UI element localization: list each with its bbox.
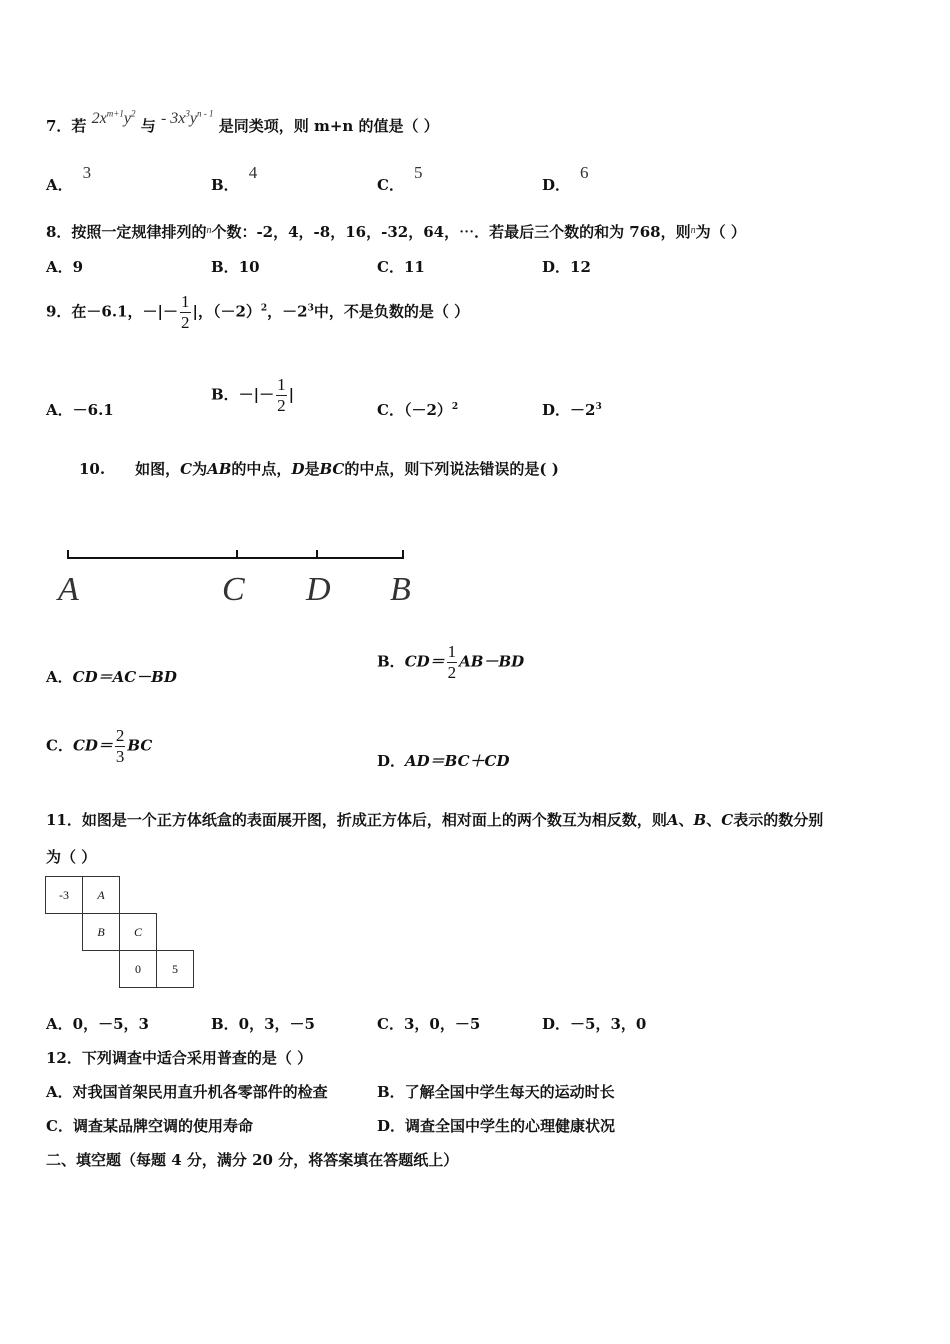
q7-stem: 7．若 $2x^{m+1}y^2$ 与 - $3x^3y^{n - 1}$ 是同类项，则 m+n 的值是（ ） bbox=[46, 108, 439, 135]
q7-option-d[interactable]: D．6 bbox=[542, 163, 589, 194]
label-c: C bbox=[222, 571, 245, 608]
q11-option-c[interactable]: C．3，0，－5 bbox=[377, 1015, 481, 1033]
net-cell-neg3: -3 bbox=[46, 877, 83, 914]
q12-option-d[interactable]: D．调查全国中学生的心理健康状况 bbox=[377, 1117, 616, 1135]
q12-option-b[interactable]: B．了解全国中学生每天的运动时长 bbox=[377, 1083, 615, 1101]
q9-option-c[interactable]: C．$(-2)^2$ bbox=[377, 401, 459, 419]
q10-option-b[interactable]: B．CD＝ $\frac{1}{2}$ AB－BD bbox=[377, 642, 525, 682]
q9-option-d[interactable]: D．$-2^3$ bbox=[542, 401, 602, 419]
q8-option-c[interactable]: C．11 bbox=[377, 258, 425, 276]
q7-option-a[interactable]: A．3 bbox=[46, 163, 92, 194]
q7-term2: - $3x^3y^{n - 1}$ bbox=[160, 108, 214, 127]
q10-option-a[interactable]: A．CD＝AC－BD bbox=[46, 668, 177, 686]
q8-option-d[interactable]: D．12 bbox=[542, 258, 591, 276]
q10-stem: 10. 如图，C为AB的中点，D是BC的中点，则下列说法错误的是( ) bbox=[79, 460, 559, 478]
q11-stem-line2: 为（ ） bbox=[46, 848, 97, 866]
q10-option-c[interactable]: C．CD＝ $\frac{2}{3}$ BC bbox=[46, 726, 153, 766]
q8-option-b[interactable]: B．10 bbox=[211, 258, 260, 276]
q8-stem: 8．按照一定规律排列的$^n$个数：-2，4，-8，16，-32，64，⋯．若最后三个数的和为 768，则$^n$为（ ） bbox=[46, 223, 746, 241]
net-cell-a: A bbox=[83, 877, 120, 914]
label-d: D bbox=[306, 571, 331, 608]
label-a: A bbox=[58, 571, 79, 608]
q11-option-d[interactable]: D．－5，3，0 bbox=[542, 1015, 647, 1033]
q8-option-a[interactable]: A．9 bbox=[46, 258, 84, 276]
section-heading: 二、填空题（每题 4 分，满分 20 分，将答案填在答题纸上） bbox=[46, 1151, 459, 1169]
net-cell-c: C bbox=[120, 914, 157, 951]
q7-option-c[interactable]: C．5 bbox=[377, 163, 423, 194]
q7-term1: $2x^{m+1}y^2$ bbox=[91, 108, 136, 127]
q9-fraction: $\frac{1}{2}$ bbox=[181, 292, 190, 332]
segment-figure bbox=[50, 540, 430, 615]
q9-option-a[interactable]: A．－6.1 bbox=[46, 401, 114, 419]
q9-stem: 9．在－6.1，－|－ $\frac{1}{2}$ |，$(-2)^2$，$-2^3$中，不是负数的是（ ） bbox=[46, 292, 470, 332]
q9-option-b[interactable]: B．－|－ $\frac{1}{2}$ | bbox=[211, 375, 295, 415]
q12-option-c[interactable]: C．调查某品牌空调的使用寿命 bbox=[46, 1117, 253, 1135]
net-cell-b: B bbox=[83, 914, 120, 951]
q11-option-b[interactable]: B．0，3，－5 bbox=[211, 1015, 315, 1033]
label-b: B bbox=[390, 571, 411, 608]
cube-net bbox=[45, 876, 194, 988]
q7-option-b[interactable]: B．4 bbox=[211, 163, 258, 194]
q12-option-a[interactable]: A．对我国首架民用直升机各零部件的检查 bbox=[46, 1083, 328, 1101]
q12-stem: 12．下列调查中适合采用普查的是（ ） bbox=[46, 1049, 313, 1067]
q10-option-d[interactable]: D．AD＝BC＋CD bbox=[377, 752, 510, 770]
net-cell-0: 0 bbox=[120, 951, 157, 988]
q11-option-a[interactable]: A．0，－5，3 bbox=[46, 1015, 149, 1033]
net-cell-5: 5 bbox=[157, 951, 194, 988]
q11-stem-line1: 11．如图是一个正方体纸盒的表面展开图，折成正方体后，相对面上的两个数互为相反数，则A、B、C表示的数分别 bbox=[46, 811, 824, 829]
